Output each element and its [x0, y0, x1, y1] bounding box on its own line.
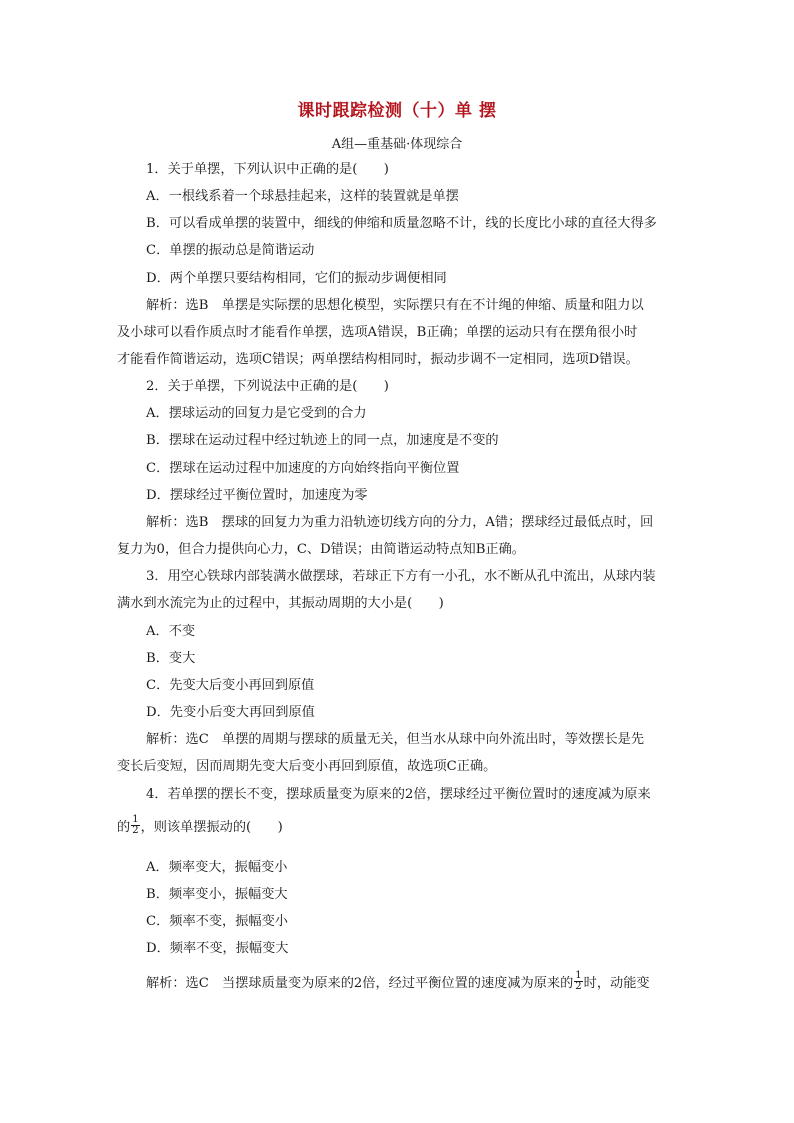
- q4-stem-prefix: 的: [117, 820, 131, 835]
- q3-analysis-line-2: 变长后变短，因而周期先变大后变小再回到原值，故选项C正确。: [117, 759, 497, 774]
- q4-analysis-prefix: 解析：选C 当摆球质量变为原来的2倍，经过平衡位置的速度减为原来的: [146, 976, 574, 991]
- q4-option-b: B．频率变小，振幅变大: [146, 887, 288, 902]
- q3-analysis-line-1: 解析：选C 单摆的周期与摆球的质量无关，但当水从球中向外流出时，等效摆长是先: [146, 732, 645, 747]
- q2-option-a: A．摆球运动的回复力是它受到的合力: [146, 406, 367, 421]
- q1-analysis-line-2: 及小球可以看作质点时才能看作单摆，选项A错误，B正确；单摆的运动只有在摆角很小时: [117, 325, 638, 340]
- fraction-one-half-analysis: [574, 971, 582, 992]
- q2-stem: 2．关于单摆，下列说法中正确的是( ): [146, 379, 389, 394]
- q3-option-a: A．不变: [146, 624, 196, 639]
- q3-option-c: C．先变大后变小再回到原值: [146, 678, 315, 693]
- page-title: 课时跟踪检测（十）单 摆: [297, 101, 497, 121]
- q2-analysis-line-2: 复力为0，但合力提供向心力，C、D错误；由简谐运动特点知B正确。: [117, 542, 525, 557]
- section-subtitle: A组—重基础·体现综合: [331, 137, 463, 152]
- q4-stem-suffix: ，则该单摆振动的( ): [140, 820, 283, 835]
- q2-option-c: C．摆球在运动过程中加速度的方向始终指向平衡位置: [146, 461, 460, 476]
- q4-analysis-suffix: 时，动能变: [583, 976, 650, 991]
- fraction-one-half: [131, 815, 139, 836]
- q3-option-b: B．变大: [146, 651, 196, 666]
- q1-option-d: D．两个单摆只要结构相同，它们的振动步调便相同: [146, 271, 447, 286]
- q1-stem: 1．关于单摆，下列认识中正确的是( ): [146, 162, 389, 177]
- q1-option-c: C．单摆的振动总是简谐运动: [146, 243, 315, 258]
- q3-stem-line-2: 满水到水流完为止的过程中，其振动周期的大小是( ): [117, 596, 444, 611]
- q3-option-d: D．先变小后变大再回到原值: [146, 705, 315, 720]
- q4-stem-line-2: [117, 814, 283, 838]
- q2-analysis-line-1: 解析：选B 摆球的回复力为重力沿轨迹切线方向的分力，A错；摆球经过最低点时，回: [146, 515, 654, 530]
- fraction-denominator: 2: [575, 981, 582, 992]
- q4-analysis-line-1: [146, 970, 650, 994]
- q1-analysis-line-3: 才能看作简谐运动，选项C错误；两单摆结构相同时，振动步调不一定相同，选项D错误。: [117, 352, 639, 367]
- q1-option-a: A．一根线系着一个球悬挂起来，这样的装置就是单摆: [146, 189, 459, 204]
- fraction-numerator: 1: [132, 814, 139, 825]
- q1-analysis-line-1: 解析：选B 单摆是实际摆的思想化模型，实际摆只有在不计绳的伸缩、质量和阻力以: [146, 298, 644, 313]
- q4-option-d: D．频率不变，振幅变大: [146, 941, 289, 956]
- q4-option-a: A．频率变大，振幅变小: [146, 860, 288, 875]
- q1-option-b: B．可以看成单摆的装置中，细线的伸缩和质量忽略不计，线的长度比小球的直径大得多: [146, 216, 657, 231]
- fraction-denominator: 2: [132, 825, 139, 836]
- q4-stem-line-1: 4．若单摆的摆长不变，摆球质量变为原来的2倍，摆球经过平衡位置时的速度减为原来: [146, 787, 651, 802]
- q3-stem-line-1: 3．用空心铁球内部装满水做摆球，若球正下方有一小孔，水不断从孔中流出，从球内装: [146, 569, 656, 584]
- q2-option-d: D．摆球经过平衡位置时，加速度为零: [146, 488, 368, 503]
- fraction-numerator: 1: [575, 970, 582, 981]
- q4-option-c: C．频率不变，振幅变小: [146, 914, 288, 929]
- q2-option-b: B．摆球在运动过程中经过轨迹上的同一点，加速度是不变的: [146, 433, 499, 448]
